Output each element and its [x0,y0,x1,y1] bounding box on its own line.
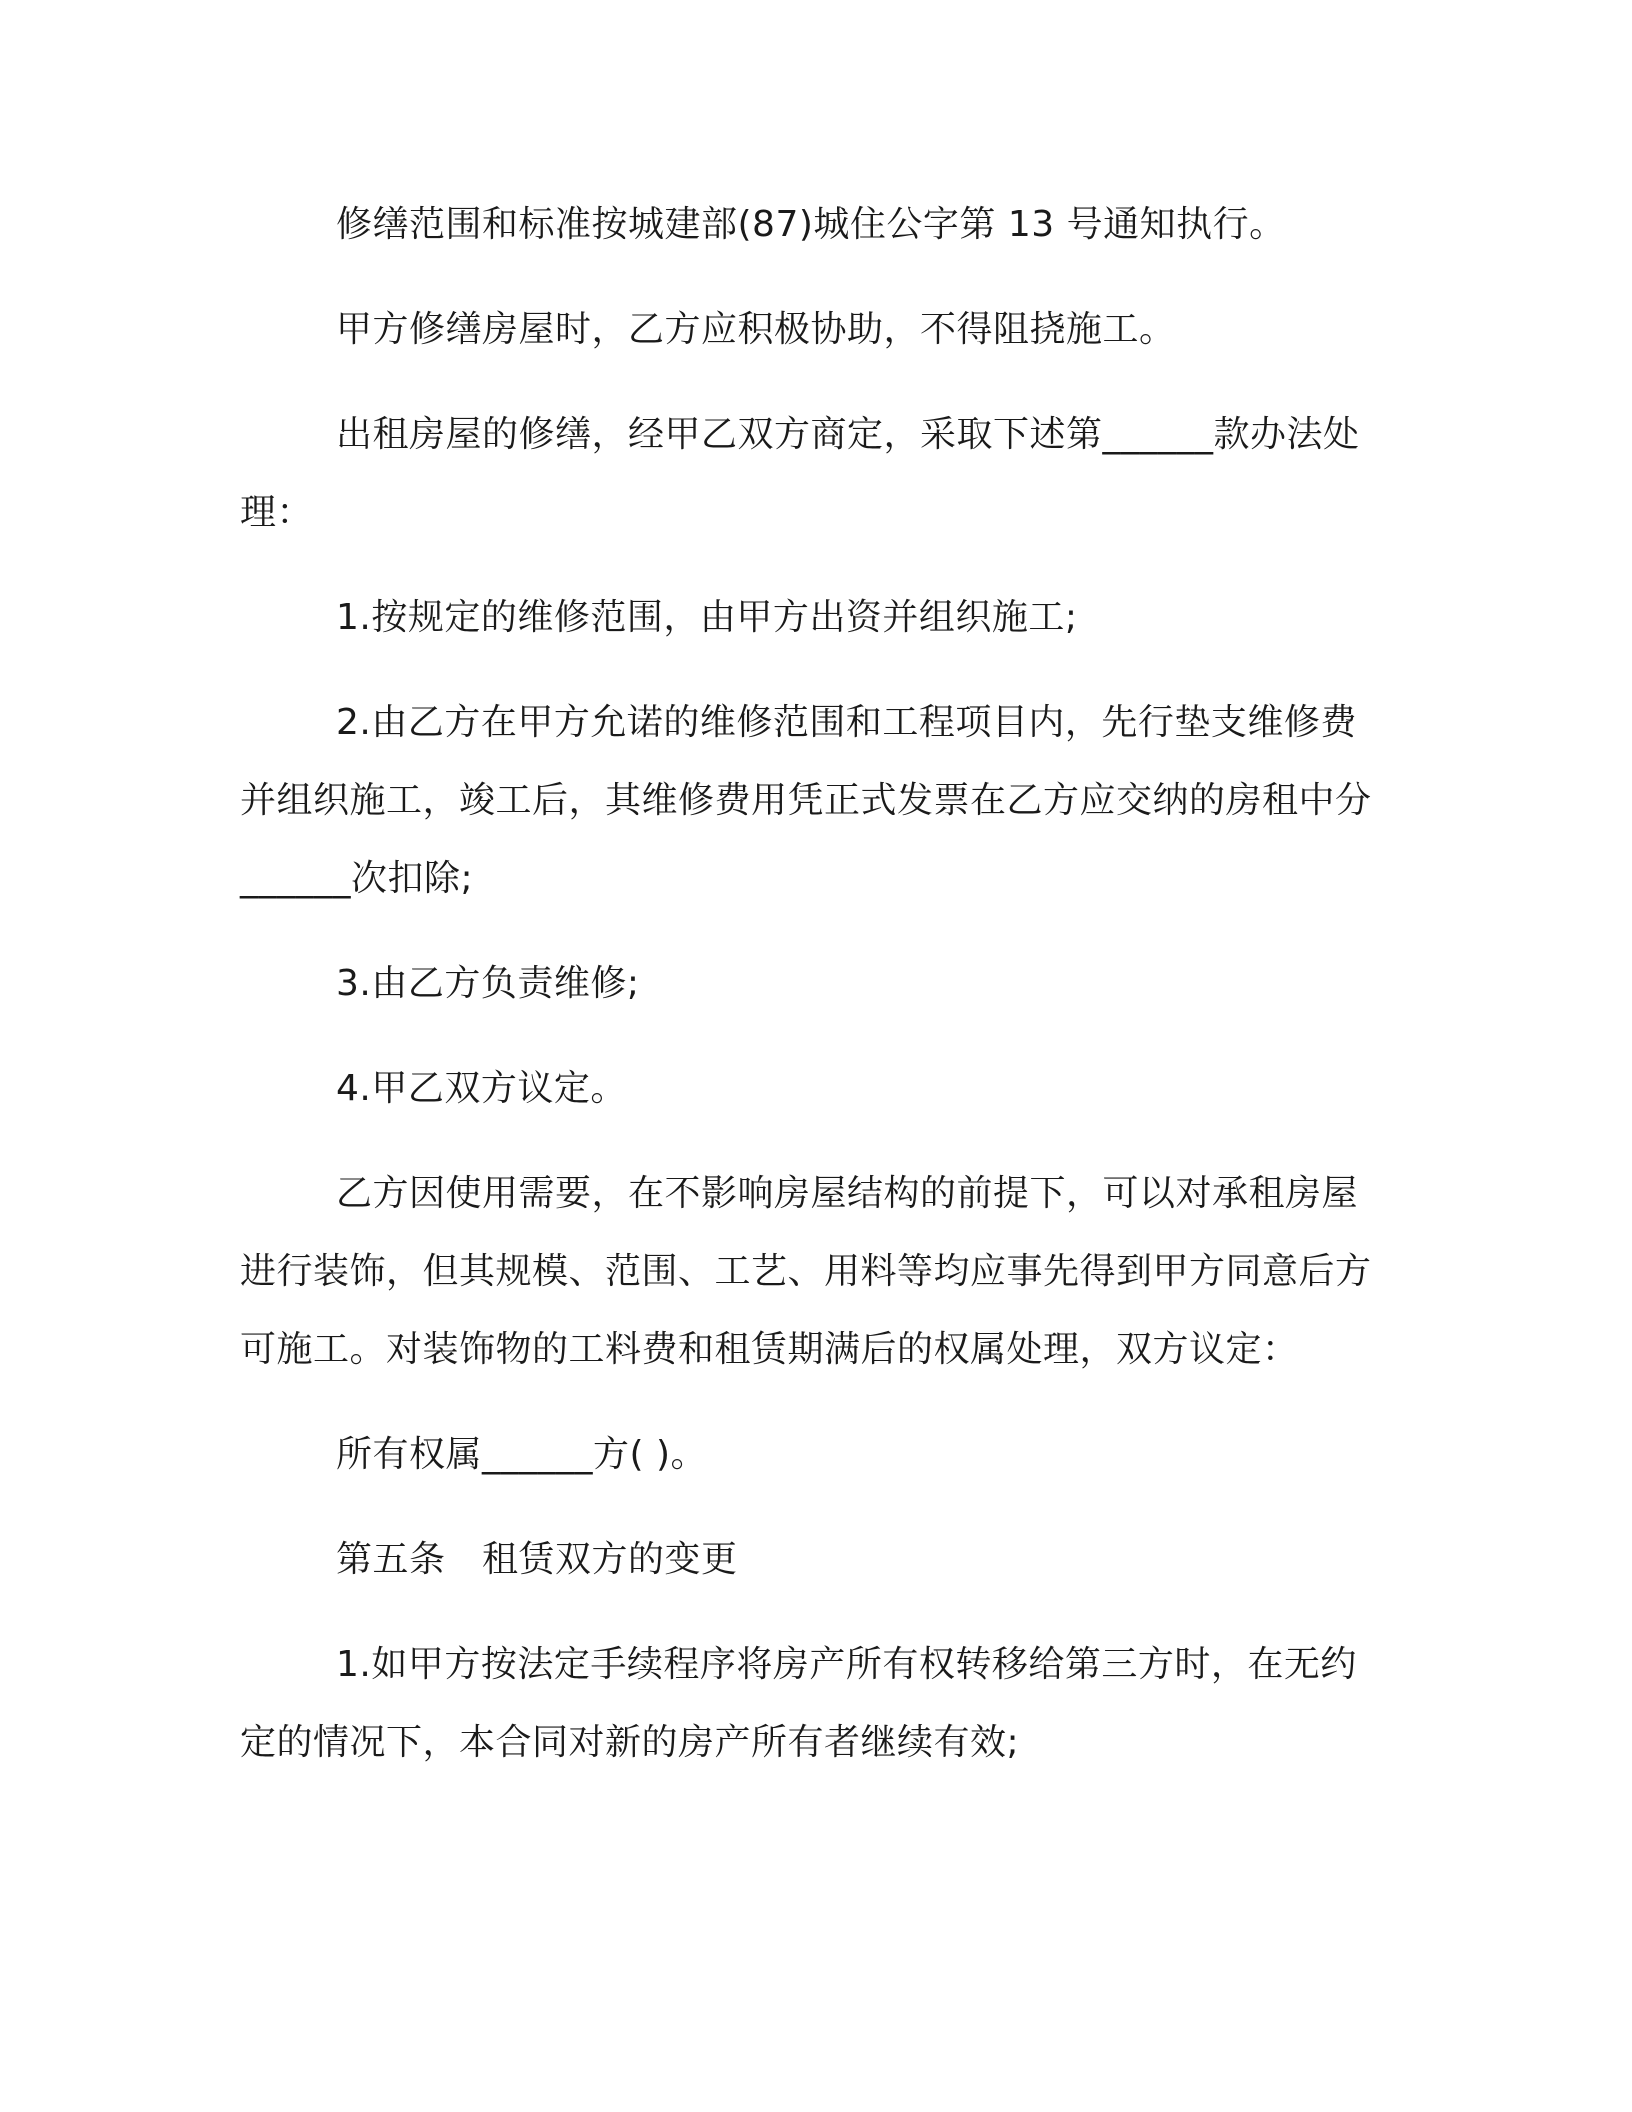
paragraph-option-1: 1.按规定的维修范围，由甲方出资并组织施工; [336,597,1078,638]
paragraph-repair-scope: 修缮范围和标准按城建部(87)城住公字第 13 号通知执行。 [336,204,1286,245]
paragraph-ownership: 所有权属______方( )。 [336,1434,708,1475]
paragraph-repair-cooperation: 甲方修缮房屋时，乙方应积极协助，不得阻挠施工。 [336,309,1176,350]
paragraph-repair-method: 出租房屋的修缮，经甲乙双方商定，采取下述第______款办法处理： [240,414,1360,533]
paragraph-decoration: 乙方因使用需要，在不影响房屋结构的前提下，可以对承租房屋进行装饰，但其规模、范围、工艺、用料等均应事先得到甲方同意后方可施工。对装饰物的工料费和租赁期满后的权属处理，双方议定： [240,1173,1372,1370]
article-5-heading: 第五条 租赁双方的变更 [336,1539,738,1580]
paragraph-option-2: 2.由乙方在甲方允诺的维修范围和工程项目内，先行垫支维修费并组织施工，竣工后，其维修费用凭正式发票在乙方应交纳的房租中分______次扣除; [240,702,1372,899]
paragraph-option-4: 4.甲乙双方议定。 [336,1068,627,1109]
document-body [240,186,1380,1809]
paragraph-article-5-item-1: 1.如甲方按法定手续程序将房产所有权转移给第三方时，在无约定的情况下，本合同对新的房产所有者继续有效; [240,1644,1357,1763]
paragraph-option-3: 3.由乙方负责维修; [336,963,640,1004]
